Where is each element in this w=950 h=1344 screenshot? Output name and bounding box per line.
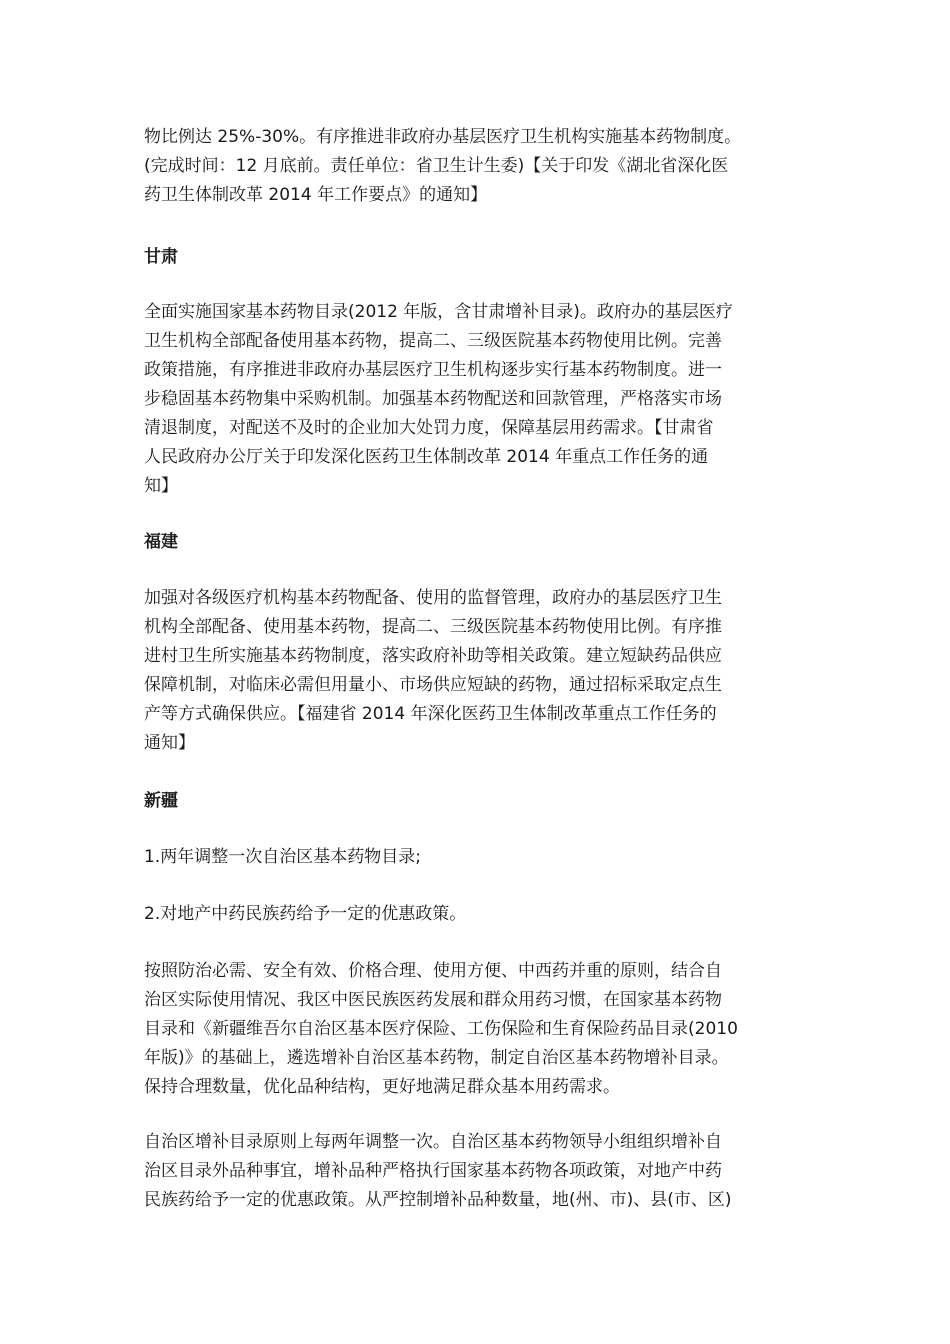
text-line: 物比例达 25%-30%。有序推进非政府办基层医疗卫生机构实施基本药物制度。 bbox=[144, 127, 742, 147]
text-line: 2.对地产中药民族药给予一定的优惠政策。 bbox=[144, 904, 467, 924]
text-line: 目录和《新疆维吾尔自治区基本医疗保险、工伤保险和生育保险药品目录(2010 bbox=[144, 1019, 738, 1039]
text-line: 年版)》的基础上，遴选增补自治区基本药物，制定自治区基本药物增补目录。 bbox=[144, 1048, 729, 1068]
text-line: 机构全部配备、使用基本药物，提高二、三级医院基本药物使用比例。有序推 bbox=[144, 617, 722, 637]
text-line: 自治区增补目录原则上每两年调整一次。自治区基本药物领导小组组织增补自 bbox=[144, 1132, 722, 1152]
text-line: 通知】 bbox=[144, 733, 195, 753]
paragraph-gansu bbox=[144, 298, 733, 501]
section-heading-fujian: 福建 bbox=[144, 532, 178, 552]
paragraph-xinjiang-item-1 bbox=[144, 843, 421, 872]
text-line: 产等方式确保供应。【福建省 2014 年深化医药卫生体制改革重点工作任务的 bbox=[144, 704, 717, 724]
paragraph-fujian bbox=[144, 584, 722, 758]
text-line: 1.两年调整一次自治区基本药物目录; bbox=[144, 847, 421, 867]
text-line: 步稳固基本药物集中采购机制。加强基本药物配送和回款管理，严格落实市场 bbox=[144, 389, 722, 409]
text-line: 全面实施国家基本药物目录(2012 年版，含甘肃增补目录)。政府办的基层医疗 bbox=[144, 302, 733, 322]
text-line: 治区目录外品种事宜，增补品种严格执行国家基本药物各项政策，对地产中药 bbox=[144, 1161, 722, 1181]
text-line: 卫生机构全部配备使用基本药物，提高二、三级医院基本药物使用比例。完善 bbox=[144, 331, 722, 351]
paragraph-xinjiang-principles bbox=[144, 957, 738, 1102]
text-line: 保持合理数量，优化品种结构，更好地满足群众基本用药需求。 bbox=[144, 1077, 620, 1097]
text-line: 政策措施，有序推进非政府办基层医疗卫生机构逐步实行基本药物制度。进一 bbox=[144, 360, 722, 380]
text-line: 民族药给予一定的优惠政策。从严控制增补品种数量，地(州、市)、县(市、区) bbox=[144, 1190, 732, 1210]
text-line: 清退制度，对配送不及时的企业加大处罚力度，保障基层用药需求。【甘肃省 bbox=[144, 418, 714, 438]
paragraph-hubei-tail bbox=[144, 123, 741, 210]
paragraph-xinjiang-adjustment bbox=[144, 1128, 732, 1215]
text-line: 按照防治必需、安全有效、价格合理、使用方便、中西药并重的原则，结合自 bbox=[144, 961, 722, 981]
text-line: 治区实际使用情况、我区中医民族医药发展和群众用药习惯，在国家基本药物 bbox=[144, 990, 722, 1010]
section-heading-xinjiang: 新疆 bbox=[144, 791, 178, 811]
text-line: 药卫生体制改革 2014 年工作要点》的通知】 bbox=[144, 185, 488, 205]
text-line: (完成时间：12 月底前。责任单位：省卫生计生委)【关于印发《湖北省深化医 bbox=[144, 156, 729, 176]
text-line: 加强对各级医疗机构基本药物配备、使用的监督管理，政府办的基层医疗卫生 bbox=[144, 588, 722, 608]
section-heading-gansu: 甘肃 bbox=[144, 247, 178, 267]
text-line: 人民政府办公厅关于印发深化医药卫生体制改革 2014 年重点工作任务的通 bbox=[144, 447, 709, 467]
paragraph-xinjiang-item-2 bbox=[144, 900, 466, 929]
text-line: 进村卫生所实施基本药物制度，落实政府补助等相关政策。建立短缺药品供应 bbox=[144, 646, 722, 666]
text-line: 保障机制，对临床必需但用量小、市场供应短缺的药物，通过招标采取定点生 bbox=[144, 675, 722, 695]
text-line: 知】 bbox=[144, 476, 178, 496]
